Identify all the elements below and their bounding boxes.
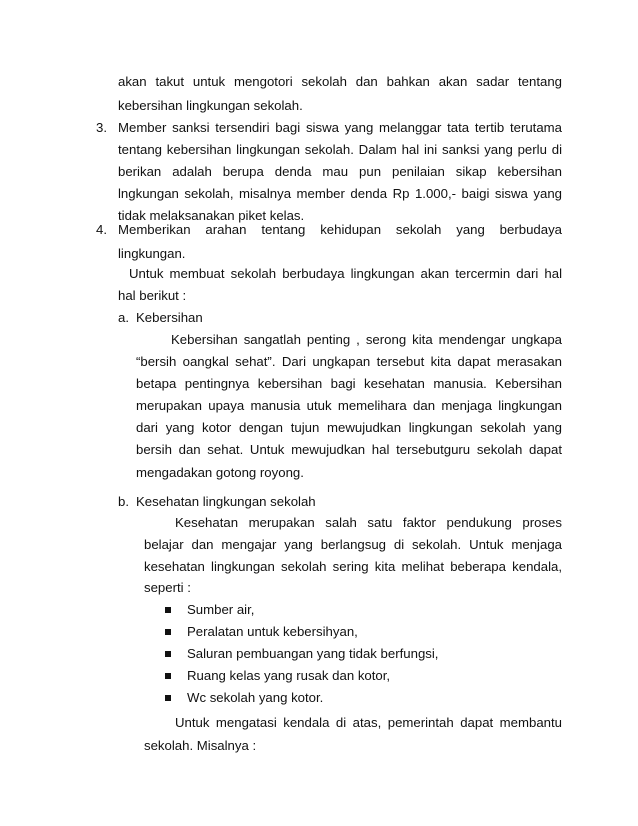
section-heading: Kesehatan lingkungan sekolah [136,494,316,509]
list-item: Saluran pembuangan yang tidak berfungsi, [187,646,439,661]
square-bullet-icon [165,607,171,613]
paragraph-line: merupakan upaya manusia utuk memelihara dan menjaga lingkungan [136,398,562,413]
paragraph-line: sekolah. Misalnya : [144,738,257,753]
square-bullet-icon [165,629,171,635]
paragraph-line: mengadakan gotong royong. [136,465,304,480]
list-item: Ruang kelas yang rusak dan kotor, [187,668,391,683]
paragraph-line: Member sanksi tersendiri bagi siswa yang melanggar tata tertib terutama [118,120,562,135]
paragraph-line: lingkungan. [118,246,186,261]
paragraph-line: tentang kebersihan lingkungan sekolah. Dalam hal ini sanksi yang perlu di [118,142,562,157]
list-item: Wc sekolah yang kotor. [187,690,324,705]
paragraph-line: betapa pentingnya kebersihan bagi kesehatan manusia. Kebersihan [136,376,562,391]
paragraph-line: Untuk mengatasi kendala di atas, pemerintah dapat membantu [175,715,562,730]
paragraph-line: lngkungan sekolah, misalnya member denda Rp 1.000,- baigi siswa yang [118,186,562,201]
list-item: Sumber air, [187,602,255,617]
paragraph-line: dari yang kotor dengan tujun mewujudkan lingkungan sekolah yang [136,420,562,435]
paragraph-line: belajar dan mengajar yang berlangsug di sekolah. Untuk menjaga [144,537,562,552]
paragraph-line: berikan adalah berupa denda mau pun penilaian sikap kebersihan [118,164,562,179]
paragraph-line: Memberikan arahan tentang kehidupan sekolah yang berbudaya [118,222,562,237]
section-marker: a. [118,310,129,325]
paragraph-line: akan takut untuk mengotori sekolah dan bahkan akan sadar tentang [118,74,562,89]
square-bullet-icon [165,695,171,701]
paragraph-line: tidak melaksanakan piket kelas. [118,208,305,223]
paragraph-line: seperti : [144,580,191,595]
paragraph-line: hal berikut : [118,288,187,303]
paragraph-line: kebersihan lingkungan sekolah. [118,98,303,113]
square-bullet-icon [165,673,171,679]
square-bullet-icon [165,651,171,657]
list-item: Peralatan untuk kebersihyan, [187,624,358,639]
paragraph-line: bersih dan sehat. Untuk mewujudkan hal tersebutguru sekolah dapat [136,442,562,457]
paragraph-line: “bersih oangkal sehat”. Dari ungkapan tersebut kita dapat merasakan [136,354,562,369]
paragraph-line: Kebersihan sangatlah penting , serong kita mendengar ungkapa [171,332,562,347]
paragraph-line: Kesehatan merupakan salah satu faktor pendukung proses [175,515,562,530]
list-number: 4. [96,222,107,237]
section-marker: b. [118,494,129,509]
list-number: 3. [96,120,107,135]
section-heading: Kebersihan [136,310,203,325]
paragraph-line: kesehatan lingkungan sekolah sering kita melihat beberapa kendala, [144,559,562,574]
paragraph-line: Untuk membuat sekolah berbudaya lingkungan akan tercermin dari hal [129,266,562,281]
